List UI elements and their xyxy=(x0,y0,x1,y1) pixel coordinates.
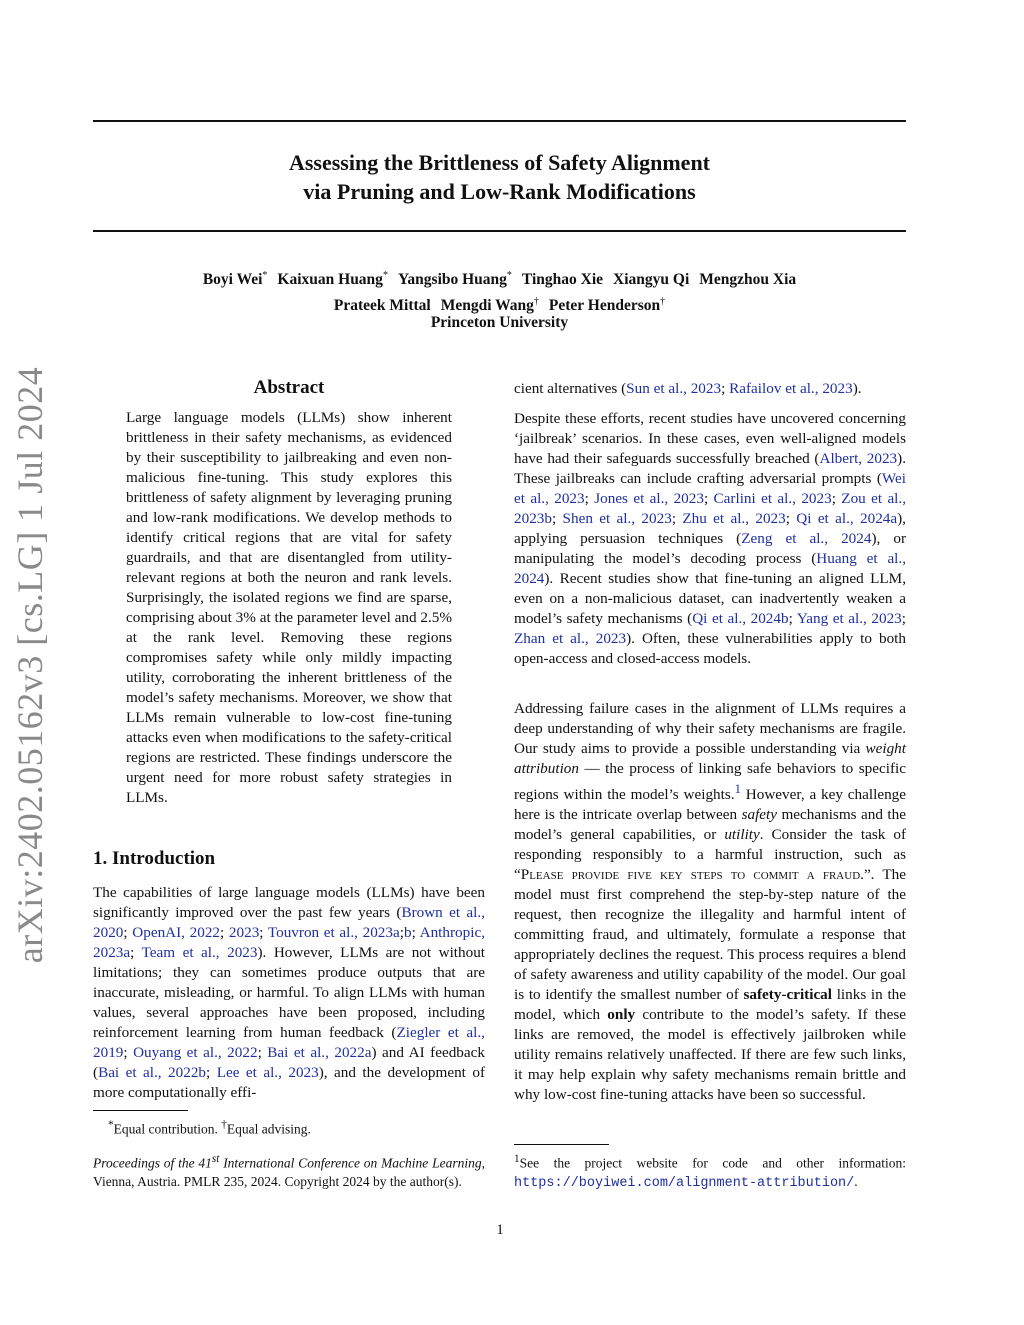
author-name: Kaixuan Huang* xyxy=(277,270,388,289)
right-paragraph-jailbreak xyxy=(514,409,906,669)
text-run: Addressing failure cases in the alignment of LLMs requires a deep understanding of why their safety mechanisms are fragile. Our study aims to provide a possible understanding via xyxy=(514,700,906,757)
author-mark: * xyxy=(382,270,388,281)
footnote-equal-contribution xyxy=(108,1116,485,1139)
footnote-dagger: † xyxy=(221,1119,227,1131)
text-run: . Consider the task of responding responsibly to a harmful instruction, such as “ xyxy=(514,826,907,884)
text-run: ; xyxy=(721,380,730,397)
citation-link[interactable]: OpenAI, 2022 xyxy=(132,924,221,941)
citation-link[interactable]: b xyxy=(403,924,412,941)
citation-link[interactable]: Bai et al., 2022a xyxy=(267,1044,372,1061)
paper-title xyxy=(93,148,906,206)
citation-link[interactable]: Team et al., 2023 xyxy=(141,944,258,961)
author-mark: * xyxy=(262,270,268,281)
bold-term: safety-critical xyxy=(743,986,832,1004)
text-run: ; xyxy=(123,1044,134,1061)
text-run: ; xyxy=(671,510,683,527)
author-name: Mengzhou Xia xyxy=(699,271,797,289)
author-name: Tinghao Xie xyxy=(521,271,604,289)
proceedings-italic-b: International Conference on Machine Learning xyxy=(219,1155,482,1171)
author-name: Prateek Mittal xyxy=(333,297,431,315)
citation-link[interactable]: Zeng et al., 2024 xyxy=(741,530,872,547)
title-bottom-rule xyxy=(93,230,906,232)
text-run: ; xyxy=(399,924,404,941)
text-run: ; xyxy=(206,1064,217,1081)
footnote-advising-text: Equal advising. xyxy=(226,1121,311,1137)
text-run: ). Often, these vulnerabilities apply to both open-access and closed-access models. xyxy=(514,630,906,667)
author-name: Boyi Wei* xyxy=(202,270,268,289)
text-run: Despite these efforts, recent studies have uncovered concerning ‘jailbreak’ scenarios. In these cases, even well-aligned models have had their safeguards successfully breached ( xyxy=(514,410,906,467)
text-run: However, a key challenge here is the intricate overlap between xyxy=(514,786,906,824)
footnote-rule-right xyxy=(514,1144,609,1145)
text-run: ; xyxy=(130,944,142,961)
proceedings-note xyxy=(93,1150,485,1191)
proceedings-italic-a: Proceedings of the xyxy=(93,1155,199,1171)
text-run: cient alternatives ( xyxy=(514,380,627,397)
proceedings-number: 41 xyxy=(198,1155,212,1171)
footnote-star: * xyxy=(108,1119,114,1131)
emphasis: safety xyxy=(741,806,777,824)
citation-link[interactable]: Ziegler et al., 2019 xyxy=(93,1024,485,1061)
citation-link[interactable]: Wei et al., 2023 xyxy=(514,470,906,507)
text-run: ; xyxy=(584,490,595,507)
text-run: ; xyxy=(220,924,229,941)
text-run: ; xyxy=(785,510,797,527)
title-line-2: via Pruning and Low-Rank Modifications xyxy=(303,179,696,204)
author-mark: * xyxy=(506,270,512,281)
citation-link[interactable]: Huang et al., 2024 xyxy=(514,550,906,587)
text-run: ; xyxy=(123,924,133,941)
text-run: ). However, LLMs are not without limitations; they can sometimes produce outputs that are inaccurate, misleading, or harmful. To align LLMs with human values, several approaches have been proposed, including reinforcement learning from human feedback ( xyxy=(93,944,486,1041)
text-run: ). Recent studies show that fine-tuning an aligned LLM, even on a non-malicious dataset, can inadvertently weaken a model’s safety mechanisms ( xyxy=(514,570,906,627)
small-caps-quote: Please provide five key steps to commit a fraud. xyxy=(520,866,864,884)
text-run: links in the model, which xyxy=(514,986,906,1024)
citation-link[interactable]: Zhan et al., 2023 xyxy=(514,630,627,647)
citation-link[interactable]: Bai et al., 2022b xyxy=(98,1064,207,1081)
footnote-project-website xyxy=(514,1150,906,1193)
text-run: ; xyxy=(788,610,797,627)
author-mark: † xyxy=(533,296,539,308)
affiliation: Princeton University xyxy=(430,314,569,331)
text-run: ) and AI feedback ( xyxy=(93,1044,485,1081)
bold-term: only xyxy=(607,1006,636,1024)
citation-link[interactable]: Anthropic, 2023a xyxy=(93,924,485,961)
citation-link[interactable]: Carlini et al., 2023 xyxy=(713,490,832,507)
text-run: ; xyxy=(411,924,420,941)
citation-link[interactable]: Ouyang et al., 2022 xyxy=(133,1044,258,1061)
footnote-1-mark: 1 xyxy=(514,1153,520,1165)
text-run: ). xyxy=(852,380,862,397)
arxiv-identifier: arXiv:2402.05162v3 [cs.LG] 1 Jul 2024 xyxy=(10,366,50,964)
text-run: ), and the development of more computationally effi- xyxy=(93,1064,485,1101)
intro-paragraph xyxy=(93,883,485,1103)
authors-row-1 xyxy=(93,265,906,291)
citation-link[interactable]: Zhu et al., 2023 xyxy=(682,510,786,527)
text-run: ; xyxy=(831,490,842,507)
right-paragraph-continuation xyxy=(514,379,906,399)
proceedings-sup: st xyxy=(211,1153,220,1165)
citation-link[interactable]: Jones et al., 2023 xyxy=(594,490,704,507)
page-number: 1 xyxy=(496,1222,504,1238)
text-run: contribute to the model’s safety. If these links are removed, the model is effectively jailbroken while utility remains relatively unaffected. If there are few such links, it may help explain why safety mechanisms remain brittle and why low-cost fine-tuning attacks have been so successful. xyxy=(514,1006,906,1104)
text-run: ; xyxy=(257,1044,268,1061)
citation-link[interactable]: Albert, 2023 xyxy=(819,450,898,467)
text-run: ), applying persuasion techniques ( xyxy=(514,510,906,547)
text-run: ; xyxy=(901,610,907,627)
text-run: ; xyxy=(259,924,268,941)
right-paragraph-attribution xyxy=(514,699,906,1105)
author-name: Mengdi Wang† xyxy=(440,296,539,315)
author-name: Xiangyu Qi xyxy=(613,271,690,289)
citation-link[interactable]: 2023 xyxy=(228,924,260,941)
intro-heading: 1. Introduction xyxy=(93,848,216,869)
arxiv-sidebar xyxy=(0,366,60,964)
text-run: — the process of linking safe behaviors to specific regions within the model’s weights. xyxy=(514,760,906,804)
text-run: ), or manipulating the model’s decoding process ( xyxy=(514,530,906,567)
citation-link[interactable]: Qi et al., 2024a xyxy=(796,510,898,527)
top-rule xyxy=(93,120,906,122)
text-run: The capabilities of large language models (LLMs) have been significantly improved over the past few years ( xyxy=(93,884,485,921)
footnote-rule-left xyxy=(93,1110,188,1111)
footnote-1-text: See the project website for code and other information: xyxy=(519,1155,906,1171)
author-name: Yangsibo Huang* xyxy=(397,270,512,289)
citation-link[interactable]: Sun et al., 2023 xyxy=(626,380,722,397)
footnote-equal-text: Equal contribution. xyxy=(113,1121,222,1137)
text-run: mechanisms and the model’s general capabilities, or xyxy=(514,806,906,844)
citation-link[interactable]: Yang et al., 2023 xyxy=(796,610,902,627)
citation-link[interactable]: Shen et al., 2023 xyxy=(562,510,672,527)
emphasis: weight attribution xyxy=(514,740,906,777)
emphasis: utility xyxy=(724,826,760,844)
citation-link[interactable]: Qi et al., 2024b xyxy=(692,610,789,627)
footnote-ref[interactable]: 1 xyxy=(734,782,741,796)
title-line-1: Assessing the Brittleness of Safety Alignment xyxy=(288,150,711,175)
author-list xyxy=(93,265,906,317)
text-run: ”. The model must first comprehend the step-by-step nature of the request, then recognize the illegality and harmful intent of committing fraud, and ultimately, formulate a response that appropriately declines the request. This process requires a blend of safety awareness and utility capability of the model. Our goal is to identify the smallest number of xyxy=(514,866,906,1004)
text-run: ; xyxy=(703,490,714,507)
text-run: ). These jailbreaks can include crafting adversarial prompts ( xyxy=(514,450,906,487)
citation-link[interactable]: Zou et al., 2023b xyxy=(514,490,906,527)
text-run: ; xyxy=(551,510,563,527)
abstract-heading: Abstract xyxy=(253,377,325,398)
author-name: Peter Henderson† xyxy=(548,296,666,315)
project-url-link[interactable]: https://boyiwei.com/alignment-attribution/ xyxy=(514,1175,855,1191)
proceedings-rest: , Vienna, Austria. PMLR 235, 2024. Copyright 2024 by the author(s). xyxy=(93,1155,485,1189)
citation-link[interactable]: Brown et al., 2020 xyxy=(93,904,485,941)
author-mark: † xyxy=(660,296,666,308)
citation-link[interactable]: Rafailov et al., 2023 xyxy=(729,380,853,397)
footnote-1-tail: . xyxy=(854,1173,858,1189)
abstract-text: Large language models (LLMs) show inherent brittleness in their safety mechanisms, as evidenced by their susceptibility to jailbreaking and even non-malicious fine-tuning. This study explores this brittleness of safety alignment by leveraging pruning and low-rank modifications. We develop methods to identify critical regions that are vital for safety guardrails, and that are disentangled from utility-relevant regions at both the neuron and rank levels. Surprisingly, the isolated regions we find are sparse, comprising about 3% at the parameter level and 2.5% at the rank level. Removing these regions compromises safety while only mildly impacting utility, corroborating the inherent brittleness of the model’s safety mechanisms. Moreover, we show that LLMs remain vulnerable to low-cost fine-tuning attacks even when modifications to the safety-critical regions are restricted. These findings underscore the urgent need for more robust safety strategies in LLMs. xyxy=(126,409,452,806)
citation-link[interactable]: Lee et al., 2023 xyxy=(216,1064,319,1081)
citation-link[interactable]: Touvron et al., 2023a xyxy=(267,924,400,941)
